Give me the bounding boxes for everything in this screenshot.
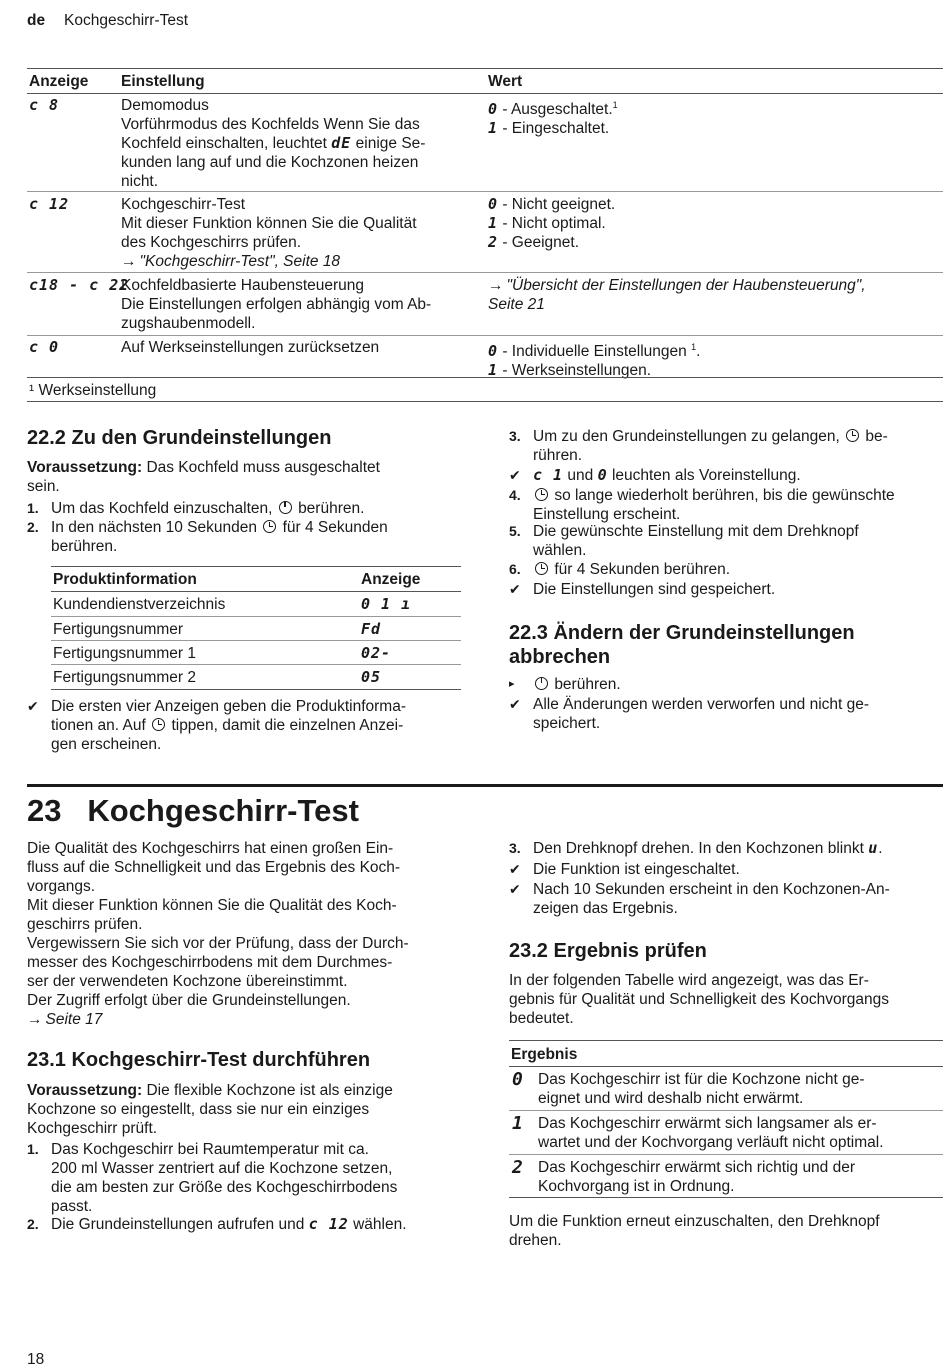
table-row: Das Kochgeschirr ist für die Kochzone nicht ge- eignet und wird deshalb nicht erwärmt. <box>538 1071 865 1107</box>
step-2: 2. In den nächsten 10 Sekunden für 4 Sekunden berühren. <box>27 519 388 555</box>
display-code: 05 <box>361 668 382 686</box>
display-code: c 8 <box>29 96 60 114</box>
table-footnote: ¹ Werkseinstellung <box>29 382 157 399</box>
table-row: Fertigungsnummer 1 <box>53 645 197 662</box>
checkmark-icon: ✔ <box>509 696 521 712</box>
step-4: 4. so lange wiederholt berühren, bis die gewünschte Einstellung erscheint. <box>509 487 895 523</box>
display-code: 02- <box>361 644 392 662</box>
setting-description: Auf Werkseinstellungen zurücksetzen <box>121 339 380 356</box>
language-tag: de <box>27 12 46 29</box>
section-heading-23-1: 23.1 Kochgeschirr-Test durchführen <box>27 1049 371 1071</box>
section-heading-22-3: 22.3 Ändern der Grundeinstellungen abbrechen <box>509 622 855 668</box>
display-code: Fd <box>361 620 382 638</box>
step-3: 3. Den Drehknopf drehen. In den Kochzonen blinkt u. <box>509 839 883 857</box>
setting-values: 0 - Ausgeschaltet.$^1$ 1 - Eingeschaltet. <box>488 100 618 138</box>
step-3: 3. Um zu den Grundeinstellungen zu gelangen, be- rühren. <box>509 428 888 464</box>
clock-icon <box>535 562 548 575</box>
setting-values: 0 - Nicht geeignet. 1 - Nicht optimal. 2 - Geeignet. <box>488 195 616 251</box>
prerequisite: Voraussetzung: Die flexible Kochzone ist als einzige Kochzone so eingestellt, dass sie nur ein einziges Kochgeschirr prüft. <box>27 1082 393 1137</box>
step-1: 1. Das Kochgeschirr bei Raumtemperatur mit ca. 200 ml Wasser zentriert auf die Kochzone setzen, die am besten zur Größe des Kochgeschirrbodens passt. <box>27 1141 398 1215</box>
setting-description: Demomodus Vorführmodus des Kochfelds Wenn Sie das Kochfeld einschalten, leuchtet dE einige Se- kunden lang auf und die Kochzonen heizen nicht. <box>121 97 426 190</box>
col-header-wert: Wert <box>488 73 523 90</box>
section-heading-23-2: 23.2 Ergebnis prüfen <box>509 940 707 962</box>
setting-description: Kochfeldbasierte Haubensteuerung Die Einstellungen erfolgen abhängig vom Ab- zugshaubenmodell. <box>121 277 432 332</box>
setting-values: 0 - Individuelle Einstellungen $^1$. 1 - Werkseinstellungen. <box>488 342 701 380</box>
prerequisite: Voraussetzung: Das Kochfeld muss ausgeschaltet sein. <box>27 459 380 495</box>
checkmark-icon: ✔ <box>509 581 521 597</box>
table-row: Das Kochgeschirr erwärmt sich langsamer als er- wartet und der Kochvorgang verläuft nicht optimal. <box>538 1115 884 1151</box>
table-row: Fertigungsnummer 2 <box>53 669 197 686</box>
result-check: ✔ Die ersten vier Anzeigen geben die Produktinforma- tionen an. Auf tippen, damit die einzelnen Anzei- gen erscheinen. <box>27 698 406 753</box>
display-code: c 0 <box>29 338 60 356</box>
col-header-ergebnis: Ergebnis <box>511 1046 578 1063</box>
table-row: Kundendienstverzeichnis <box>53 596 226 613</box>
chapter-rule <box>27 784 943 787</box>
display-code: 0 1 ı <box>361 595 412 613</box>
step-6: 6. für 4 Sekunden berühren. <box>509 561 731 578</box>
checkmark-icon: ✔ <box>509 861 521 877</box>
table-row: Fertigungsnummer <box>53 621 184 638</box>
action-step: ▸ berühren. <box>509 676 621 693</box>
section-heading-22-2: 22.2 Zu den Grundeinstellungen <box>27 427 332 449</box>
col-header-produktinformation: Produktinformation <box>53 571 197 588</box>
step-2: 2. Die Grundeinstellungen aufrufen und c 12 wählen. <box>27 1215 407 1233</box>
display-code: 1 <box>512 1113 524 1134</box>
setting-description: Kochgeschirr-Test Mit dieser Funktion können Sie die Qualität des Kochgeschirrs prüfen. → "Kochgeschirr-Test", Seite 18 <box>121 196 417 270</box>
action-result: ✔ Alle Änderungen werden verworfen und nicht ge- speichert. <box>509 696 870 732</box>
col-header-einstellung: Einstellung <box>121 73 205 90</box>
step-1: 1. Um das Kochfeld einzuschalten, berühren. <box>27 500 365 517</box>
checkmark-icon: ✔ <box>509 881 521 897</box>
triangle-bullet-icon: ▸ <box>509 678 515 690</box>
checkmark-icon: ✔ <box>27 698 39 714</box>
page-number: 18 <box>27 1351 45 1368</box>
step-6-result: ✔ Die Einstellungen sind gespeichert. <box>509 581 776 598</box>
chapter-heading-23: 23 Kochgeschirr-Test <box>27 793 359 828</box>
display-code: c 12 <box>29 195 70 213</box>
step-3-result-2: ✔ Nach 10 Sekunden erscheint in den Kochzonen-An- zeigen das Ergebnis. <box>509 881 890 917</box>
col-header-anzeige: Anzeige <box>361 571 421 588</box>
col-header-anzeige: Anzeige <box>29 73 89 90</box>
clock-icon <box>846 429 859 442</box>
chapter-intro: Die Qualität des Kochgeschirrs hat einen großen Ein- fluss auf die Schnelligkeit und das Ergebnis des Koch- vorgangs. Mit dieser Funktion können Sie die Qualität des Koch- geschirrs prüfen. Vergewissern Sie sich vor der Prüfung, dass der Durch- messer des Kochgeschirrbodens mit dem Durchmes- ser der verwendeten Kochzone übereinstimmt. Der Zugriff erfolgt über die Grundeinstellungen. → Seite 17 <box>27 840 409 1028</box>
checkmark-icon: ✔ <box>509 467 521 483</box>
power-icon <box>279 501 292 514</box>
display-code: 0 <box>512 1069 524 1090</box>
section-outro: Um die Funktion erneut einzuschalten, den Drehknopf drehen. <box>509 1213 880 1249</box>
clock-icon <box>152 718 165 731</box>
display-code: 2 <box>512 1157 524 1178</box>
header-title: Kochgeschirr-Test <box>64 12 189 29</box>
cross-reference-link[interactable]: "Kochgeschirr-Test", Seite 18 <box>139 253 341 270</box>
step-3-result: ✔ c 1 und 0 leuchten als Voreinstellung. <box>509 466 801 484</box>
table-row: Das Kochgeschirr erwärmt sich richtig und der Kochvorgang ist in Ordnung. <box>538 1159 856 1195</box>
display-code: c18 - c 22 <box>29 276 130 294</box>
page-link[interactable]: Seite 17 <box>45 1011 103 1028</box>
section-intro: In der folgenden Tabelle wird angezeigt, was das Er- gebnis für Qualität und Schnelligkeit des Kochvorgangs bedeutet. <box>509 972 889 1027</box>
step-5: 5. Die gewünschte Einstellung mit dem Drehknopf wählen. <box>509 523 859 559</box>
clock-icon <box>535 488 548 501</box>
cross-reference-link[interactable]: → "Übersicht der Einstellungen der Haubensteuerung", Seite 21 <box>488 277 866 313</box>
clock-icon <box>263 520 276 533</box>
table-top-rule <box>27 68 943 69</box>
power-icon <box>535 677 548 690</box>
step-3-result: ✔ Die Funktion ist eingeschaltet. <box>509 861 740 878</box>
